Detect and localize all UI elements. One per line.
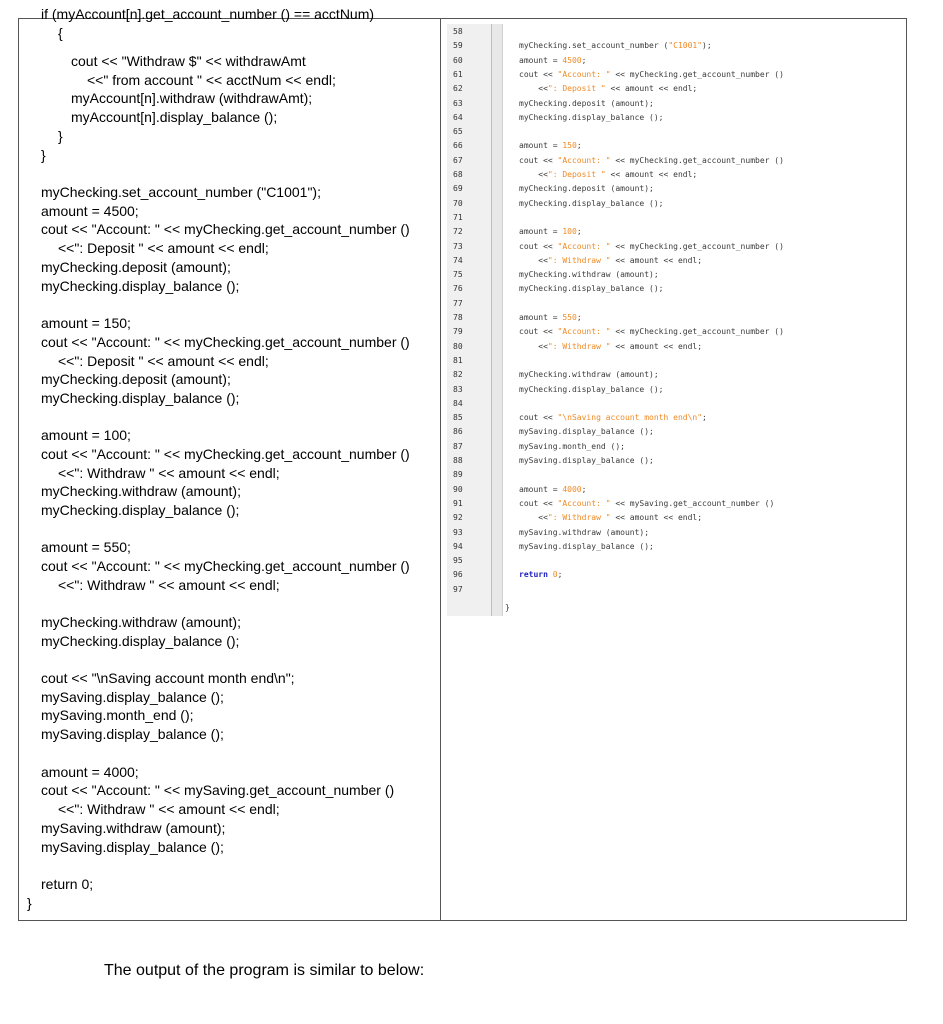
token: << xyxy=(519,170,548,179)
line-number: 96 xyxy=(453,570,463,580)
editor-code-line xyxy=(519,240,784,254)
editor-screenshot-cell xyxy=(441,19,907,920)
code-line: cout << "Account: " << mySaving.get_account_number () xyxy=(41,782,395,798)
editor-code-line xyxy=(519,497,774,511)
token-num: 550 xyxy=(562,313,577,322)
token-kw: return xyxy=(519,570,548,580)
code-line: mySaving.month_end (); xyxy=(41,707,194,723)
line-number: 76 xyxy=(453,284,463,294)
token: myChecking.display_balance (); xyxy=(519,284,664,294)
token: ; xyxy=(581,55,587,65)
line-number: 60 xyxy=(453,55,463,65)
code-line: cout << "Account: " << myChecking.get_account_number () xyxy=(41,334,410,350)
line-number: 63 xyxy=(453,98,463,108)
line-number: 94 xyxy=(453,541,463,551)
code-line: myChecking.deposit (amount); xyxy=(41,259,231,275)
line-number: 62 xyxy=(453,84,463,94)
code-line: myChecking.set_account_number ("C1001"); xyxy=(41,184,321,200)
token-str: "Account: " xyxy=(557,241,611,251)
line-number: 68 xyxy=(453,170,463,179)
token: myChecking.display_balance (); xyxy=(519,112,664,122)
token: amount = xyxy=(519,141,563,151)
editor-code-line xyxy=(519,325,784,339)
code-comparison-table xyxy=(18,6,907,921)
line-number: 65 xyxy=(453,127,463,137)
token: mySaving.display_balance (); xyxy=(519,541,654,551)
token-str: "Account: " xyxy=(557,498,611,508)
token-str: ": Withdraw " xyxy=(547,341,611,351)
token: amount = xyxy=(519,55,563,65)
left-code-cell xyxy=(19,6,441,920)
token-num: 4500 xyxy=(562,55,582,65)
token: amount = xyxy=(519,484,563,494)
code-line: myAccount[n].withdraw (withdrawAmt); xyxy=(71,90,313,106)
token-str: ": Deposit " xyxy=(547,84,606,94)
code-line: amount = 4500; xyxy=(41,203,139,219)
line-number: 61 xyxy=(453,69,463,79)
token: cout << xyxy=(519,413,558,423)
editor-code-line xyxy=(519,139,582,153)
line-number: 79 xyxy=(453,327,463,337)
line-number: 75 xyxy=(453,270,463,280)
code-line: <<": Withdraw " << amount << endl; xyxy=(58,465,280,481)
code-line: myChecking.withdraw (amount); xyxy=(41,614,241,630)
line-number: 77 xyxy=(453,298,463,308)
code-line: } xyxy=(41,147,46,163)
token: << xyxy=(519,84,548,94)
token: cout << xyxy=(519,327,558,337)
line-number: 78 xyxy=(453,313,463,322)
token-str: "Account: " xyxy=(557,327,611,337)
token: << myChecking.get_account_number () xyxy=(610,327,784,337)
token-str: "Account: " xyxy=(557,69,611,79)
token: cout << xyxy=(519,241,558,251)
token: << amount << endl; xyxy=(610,255,703,265)
token: myChecking.withdraw (amount); xyxy=(519,270,659,280)
editor-code-line xyxy=(519,68,784,82)
line-number: 64 xyxy=(453,112,463,122)
token: mySaving.display_balance (); xyxy=(519,456,654,465)
token: << myChecking.get_account_number () xyxy=(610,241,784,251)
code-line: } xyxy=(27,895,32,911)
code-line: amount = 150; xyxy=(41,315,131,331)
token-str: "C1001" xyxy=(668,41,703,51)
editor-code-line xyxy=(519,540,654,554)
token: << amount << endl; xyxy=(605,84,698,94)
token: ; xyxy=(581,484,587,494)
editor-code-line xyxy=(519,454,654,468)
line-number: 93 xyxy=(453,527,463,537)
line-number: 66 xyxy=(453,141,463,151)
token-num: 100 xyxy=(562,227,577,237)
line-number: 67 xyxy=(453,155,463,165)
token: myChecking.display_balance (); xyxy=(519,384,664,394)
code-line: cout << "Account: " << myChecking.get_account_number () xyxy=(41,221,410,237)
code-line: cout << "Account: " << myChecking.get_account_number () xyxy=(41,558,410,574)
editor-code-line xyxy=(519,411,707,425)
editor-code-line xyxy=(519,440,625,454)
token: << myChecking.get_account_number () xyxy=(610,69,784,79)
code-line: mySaving.display_balance (); xyxy=(41,839,224,855)
line-number: 72 xyxy=(453,227,463,237)
editor-code-line xyxy=(519,483,586,497)
code-line: cout << "\nSaving account month end\n"; xyxy=(41,670,295,686)
line-number: 70 xyxy=(453,198,463,208)
editor-code-line xyxy=(519,526,649,540)
editor-code-line xyxy=(519,268,659,282)
token: << amount << endl; xyxy=(610,341,703,351)
editor-code-line xyxy=(519,383,664,397)
code-line: myChecking.display_balance (); xyxy=(41,278,240,294)
token: ; xyxy=(576,227,582,237)
line-number: 73 xyxy=(453,241,463,251)
line-number: 87 xyxy=(453,441,463,451)
token: amount = xyxy=(519,313,563,322)
line-number: 85 xyxy=(453,413,463,423)
editor-code-line xyxy=(519,197,664,211)
code-line: myChecking.display_balance (); xyxy=(41,633,240,649)
code-line: myChecking.display_balance (); xyxy=(41,390,240,406)
token: << xyxy=(519,341,548,351)
code-line: <<": Deposit " << amount << endl; xyxy=(58,240,269,256)
code-line: } xyxy=(58,128,63,144)
code-line: amount = 550; xyxy=(41,539,131,555)
line-number: 84 xyxy=(453,398,463,408)
token-str: ": Deposit " xyxy=(547,170,606,179)
token: myChecking.set_account_number ( xyxy=(519,41,669,51)
editor-code-line xyxy=(519,425,654,439)
code-line: return 0; xyxy=(41,876,94,892)
token: << amount << endl; xyxy=(610,513,703,523)
code-line: amount = 100; xyxy=(41,427,131,443)
token-str: "Account: " xyxy=(557,155,611,165)
code-line: <<": Deposit " << amount << endl; xyxy=(58,353,269,369)
token: mySaving.month_end (); xyxy=(519,441,625,451)
line-number: 74 xyxy=(453,255,463,265)
token: ; xyxy=(576,313,582,322)
token-num: 0 xyxy=(552,570,558,580)
token: << xyxy=(519,255,548,265)
code-line: <<" from account " << acctNum << endl; xyxy=(87,72,336,88)
token: myChecking.deposit (amount); xyxy=(519,98,654,108)
editor-code-line xyxy=(519,225,582,239)
editor-code-line xyxy=(519,54,586,68)
editor-code-line xyxy=(519,254,702,268)
token: << myChecking.get_account_number () xyxy=(610,155,784,165)
line-number: 81 xyxy=(453,355,463,365)
output-caption: The output of the program is similar to below: xyxy=(104,962,425,979)
token: << mySaving.get_account_number () xyxy=(610,498,775,508)
editor-code-line xyxy=(519,568,562,582)
code-line: <<": Withdraw " << amount << endl; xyxy=(58,577,280,593)
editor-code-line xyxy=(519,168,697,182)
line-number: 90 xyxy=(453,484,463,494)
code-line: amount = 4000; xyxy=(41,764,139,780)
code-line: mySaving.withdraw (amount); xyxy=(41,820,226,836)
line-number: 82 xyxy=(453,370,463,380)
code-line: cout << "Account: " << myChecking.get_account_number () xyxy=(41,446,410,462)
token: cout << xyxy=(519,69,558,79)
line-number: 91 xyxy=(453,498,463,508)
editor-code-line xyxy=(519,154,784,168)
editor-code-line xyxy=(519,82,697,96)
code-line: if (myAccount[n].get_account_number () == acctNum) xyxy=(41,6,375,22)
token: mySaving.withdraw (amount); xyxy=(519,527,650,537)
token-num: 4000 xyxy=(562,484,582,494)
code-line: mySaving.display_balance (); xyxy=(41,726,224,742)
token: ; xyxy=(576,141,582,151)
code-line: mySaving.display_balance (); xyxy=(41,689,224,705)
line-number: 83 xyxy=(453,384,463,394)
token: ; xyxy=(702,413,707,423)
line-number: 69 xyxy=(453,184,463,194)
line-number: 58 xyxy=(453,27,463,36)
code-line: myChecking.display_balance (); xyxy=(41,502,240,518)
editor-closing-brace: } xyxy=(505,603,510,612)
editor-code-line xyxy=(519,368,659,382)
editor-code-line xyxy=(519,511,702,525)
token-str: "\nSaving account month end\n" xyxy=(557,413,703,423)
code-line: myChecking.deposit (amount); xyxy=(41,371,231,387)
code-line: myChecking.withdraw (amount); xyxy=(41,483,241,499)
editor-code-line xyxy=(519,340,702,354)
code-line: <<": Withdraw " << amount << endl; xyxy=(58,801,280,817)
token-str: ": Withdraw " xyxy=(547,513,611,523)
token: cout << xyxy=(519,155,558,165)
token: << xyxy=(519,513,548,523)
code-line: myAccount[n].display_balance (); xyxy=(71,109,278,125)
line-number: 88 xyxy=(453,456,463,465)
token: myChecking.withdraw (amount); xyxy=(519,370,659,380)
token: mySaving.display_balance (); xyxy=(519,427,654,437)
token-str: ": Withdraw " xyxy=(547,255,611,265)
line-number: 92 xyxy=(453,513,463,523)
editor-code-line xyxy=(519,39,712,53)
editor-code-line xyxy=(519,182,654,196)
token: myChecking.deposit (amount); xyxy=(519,184,654,194)
editor-code-line xyxy=(519,311,582,325)
line-number: 89 xyxy=(453,470,463,480)
line-number: 97 xyxy=(453,584,463,594)
code-line: { xyxy=(58,25,63,41)
fold-margin xyxy=(492,24,503,616)
editor-code-line xyxy=(519,97,654,111)
code-line: cout << "Withdraw $" << withdrawAmt xyxy=(71,53,306,69)
token: ; xyxy=(557,570,563,580)
line-number: 80 xyxy=(453,341,463,351)
line-number: 86 xyxy=(453,427,463,437)
editor-code-line xyxy=(519,282,664,296)
token: << amount << endl; xyxy=(605,170,698,179)
token: myChecking.display_balance (); xyxy=(519,198,664,208)
editor-code-line xyxy=(519,111,664,125)
line-number: 71 xyxy=(453,212,463,222)
token: amount = xyxy=(519,227,563,237)
token-num: 150 xyxy=(562,141,577,151)
line-number: 59 xyxy=(453,41,463,51)
line-number: 95 xyxy=(453,556,463,566)
token: ); xyxy=(702,41,712,51)
token: cout << xyxy=(519,498,558,508)
